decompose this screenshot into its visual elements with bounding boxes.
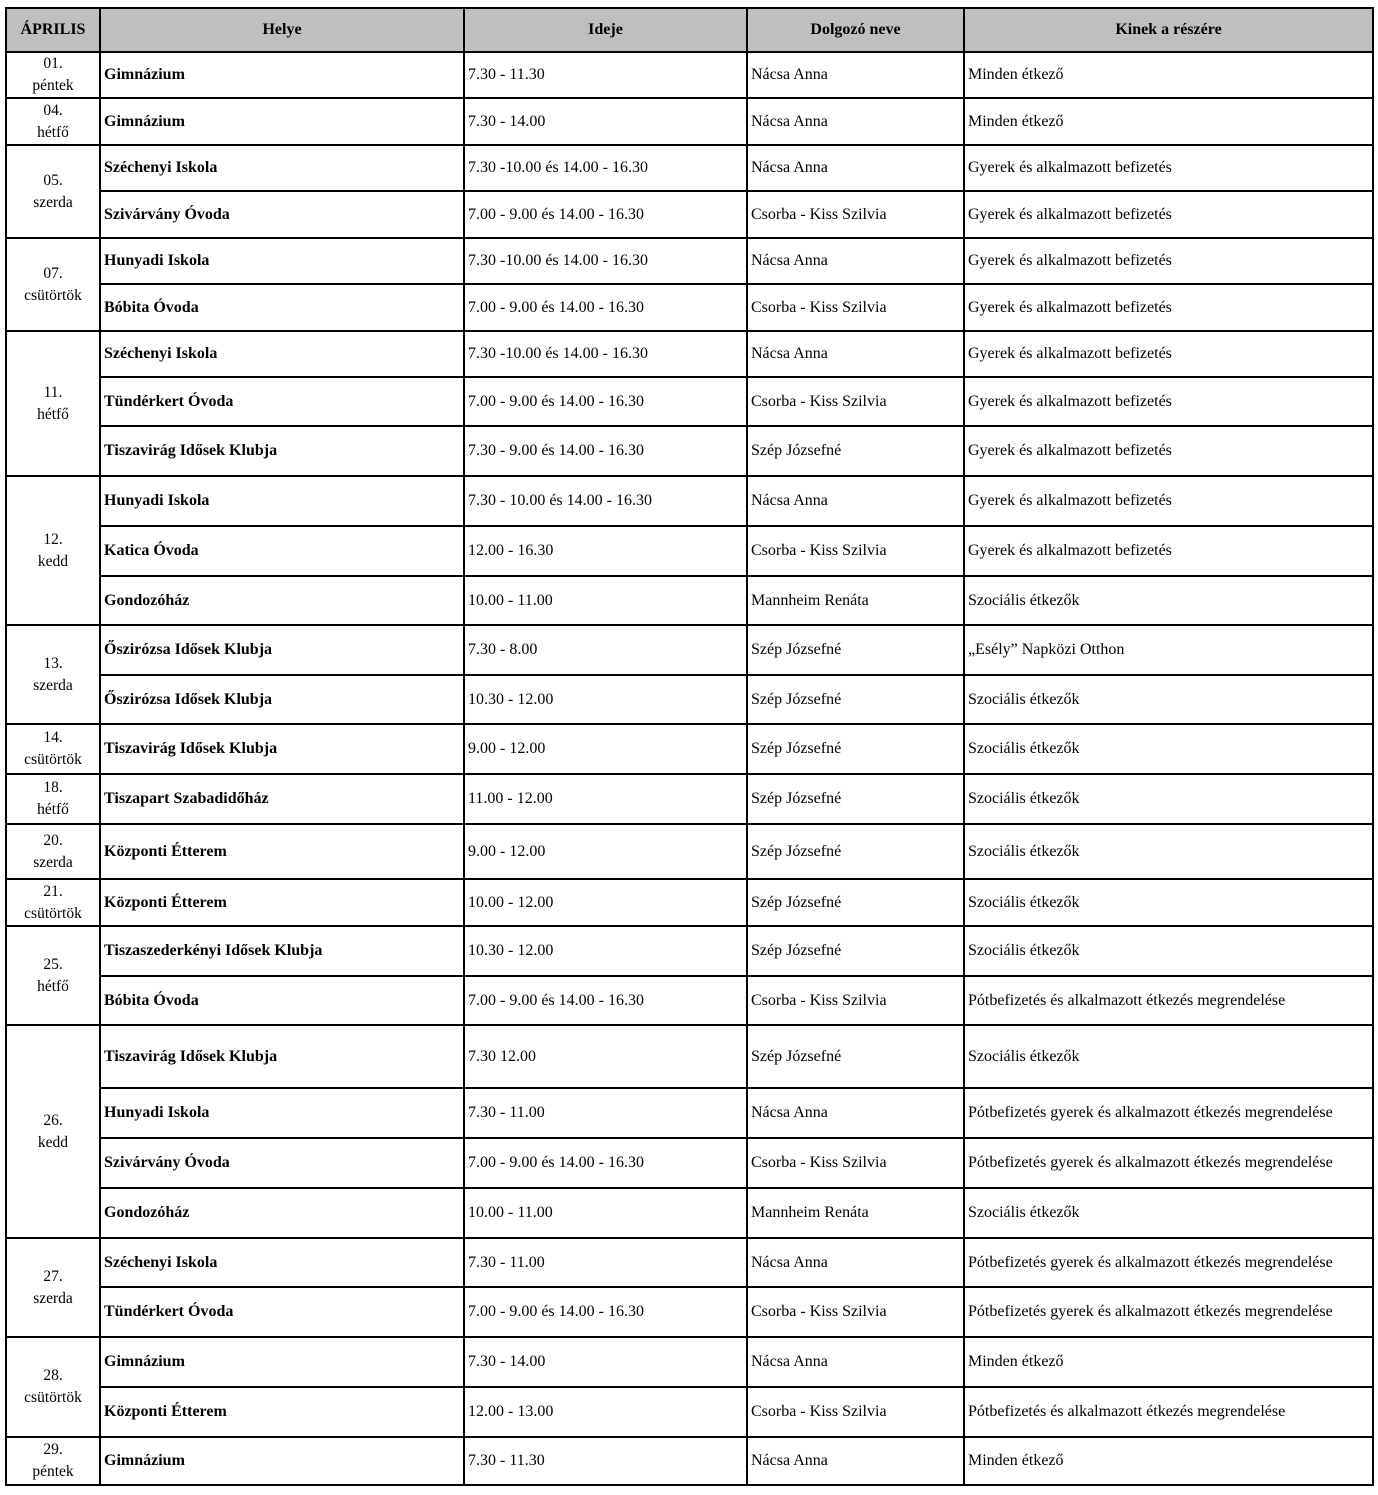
table-row: [6, 976, 1373, 1025]
table-row: [6, 426, 1373, 476]
header-time: Ideje: [464, 8, 747, 52]
target-cell: Gyerek és alkalmazott befizetés: [964, 191, 1373, 238]
date-cell: [6, 145, 100, 238]
date-cell: [6, 824, 100, 879]
table-row: [6, 1138, 1373, 1188]
target-cell: Pótbefizetés és alkalmazott étkezés megrendelése: [964, 1387, 1373, 1437]
table-row: [6, 1387, 1373, 1437]
target-cell: Gyerek és alkalmazott befizetés: [964, 426, 1373, 476]
date-number: 11.: [43, 383, 63, 401]
worker-cell: Szép Józsefné: [747, 625, 964, 675]
date-number: 20.: [43, 831, 63, 849]
worker-cell: Csorba - Kiss Szilvia: [747, 1387, 964, 1437]
table-row: [6, 576, 1373, 625]
worker-cell: Csorba - Kiss Szilvia: [747, 284, 964, 331]
table-row: [6, 675, 1373, 724]
time-cell: 7.30 - 14.00: [464, 98, 747, 145]
time-cell: 7.30 -10.00 és 14.00 - 16.30: [464, 145, 747, 191]
worker-cell: Csorba - Kiss Szilvia: [747, 377, 964, 426]
place-cell: Központi Étterem: [100, 1387, 464, 1437]
place-cell: Szivárvány Óvoda: [100, 191, 464, 238]
table-row: [6, 98, 1373, 145]
place-cell: Őszirózsa Idősek Klubja: [100, 675, 464, 724]
place-cell: Gondozóház: [100, 576, 464, 625]
time-cell: 7.00 - 9.00 és 14.00 - 16.30: [464, 1138, 747, 1188]
worker-cell: Szép Józsefné: [747, 724, 964, 774]
place-cell: Gondozóház: [100, 1188, 464, 1238]
worker-cell: Nácsa Anna: [747, 1088, 964, 1138]
place-cell: Gimnázium: [100, 98, 464, 145]
target-cell: Pótbefizetés és alkalmazott étkezés megrendelése: [964, 976, 1373, 1025]
date-number: 18.: [43, 779, 63, 796]
weekday: szerda: [33, 1289, 73, 1307]
place-cell: Központi Étterem: [100, 879, 464, 926]
place-cell: Széchenyi Iskola: [100, 145, 464, 191]
place-cell: Tündérkert Óvoda: [100, 1287, 464, 1337]
date-number: 27.: [43, 1267, 63, 1285]
table-row: [6, 926, 1373, 976]
target-cell: Gyerek és alkalmazott befizetés: [964, 377, 1373, 426]
table-row: [6, 724, 1373, 774]
worker-cell: Mannheim Renáta: [747, 576, 964, 625]
target-cell: Szociális étkezők: [964, 675, 1373, 724]
weekday: kedd: [37, 552, 69, 570]
worker-cell: Mannheim Renáta: [747, 1188, 964, 1238]
table-row: [6, 625, 1373, 675]
target-cell: Pótbefizetés gyerek és alkalmazott étkezés megrendelése: [964, 1088, 1373, 1138]
place-cell: Tiszavirág Idősek Klubja: [100, 724, 464, 774]
target-cell: Pótbefizetés gyerek és alkalmazott étkezés megrendelése: [964, 1138, 1373, 1188]
table-row: [6, 1287, 1373, 1337]
table-row: [6, 1088, 1373, 1138]
place-cell: Tiszavirág Idősek Klubja: [100, 426, 464, 476]
date-number: 25.: [43, 955, 63, 973]
place-cell: Tiszavirág Idősek Klubja: [100, 1025, 464, 1088]
date-number: 12.: [43, 530, 63, 548]
time-cell: 7.00 - 9.00 és 14.00 - 16.30: [464, 191, 747, 238]
place-cell: Tündérkert Óvoda: [100, 377, 464, 426]
date-number: 04.: [43, 101, 63, 119]
header-worker: Dolgozó neve: [747, 8, 964, 52]
date-number: 29.: [43, 1441, 63, 1458]
weekday: hétfő: [37, 405, 69, 423]
date-cell: [6, 625, 100, 724]
table-row: [6, 824, 1373, 879]
date-number: 28.: [43, 1367, 63, 1384]
place-cell: Központi Étterem: [100, 824, 464, 879]
target-cell: Szociális étkezők: [964, 824, 1373, 879]
target-cell: Gyerek és alkalmazott befizetés: [964, 284, 1373, 331]
target-cell: Pótbefizetés gyerek és alkalmazott étkezés megrendelése: [964, 1238, 1373, 1287]
weekday: péntek: [32, 1463, 74, 1480]
date-number: 13.: [43, 654, 63, 672]
time-cell: 12.00 - 13.00: [464, 1387, 747, 1437]
date-cell: [6, 774, 100, 824]
table-row: [6, 879, 1373, 926]
weekday: szerda: [33, 193, 73, 211]
place-cell: Széchenyi Iskola: [100, 331, 464, 377]
place-cell: Tiszapart Szabadidőház: [100, 774, 464, 824]
target-cell: Szociális étkezők: [964, 879, 1373, 926]
date-cell: [6, 331, 100, 476]
date-number: 21.: [43, 882, 63, 900]
date-cell: [6, 1337, 100, 1437]
time-cell: 12.00 - 16.30: [464, 526, 747, 576]
table-row: [6, 145, 1373, 191]
date-number: 01.: [43, 55, 63, 72]
table-row: [6, 1437, 1373, 1485]
table-row: [6, 1025, 1373, 1088]
worker-cell: Csorba - Kiss Szilvia: [747, 191, 964, 238]
time-cell: 10.00 - 12.00: [464, 879, 747, 926]
worker-cell: Csorba - Kiss Szilvia: [747, 1138, 964, 1188]
table-row: [6, 331, 1373, 377]
place-cell: Tiszaszederkényi Idősek Klubja: [100, 926, 464, 976]
target-cell: Szociális étkezők: [964, 926, 1373, 976]
time-cell: 7.30 - 9.00 és 14.00 - 16.30: [464, 426, 747, 476]
weekday: csütörtök: [24, 904, 82, 922]
date-number: 14.: [43, 729, 63, 746]
time-cell: 7.30 - 11.00: [464, 1238, 747, 1287]
worker-cell: Szép Józsefné: [747, 1025, 964, 1088]
time-cell: 10.00 - 11.00: [464, 576, 747, 625]
target-cell: „Esély” Napközi Otthon: [964, 625, 1373, 675]
worker-cell: Nácsa Anna: [747, 145, 964, 191]
worker-cell: Nácsa Anna: [747, 1337, 964, 1387]
time-cell: 10.30 - 12.00: [464, 926, 747, 976]
date-cell: [6, 476, 100, 625]
table-row: [6, 774, 1373, 824]
place-cell: Hunyadi Iskola: [100, 1088, 464, 1138]
place-cell: Őszirózsa Idősek Klubja: [100, 625, 464, 675]
target-cell: Gyerek és alkalmazott befizetés: [964, 476, 1373, 526]
place-cell: Hunyadi Iskola: [100, 238, 464, 284]
time-cell: 11.00 - 12.00: [464, 774, 747, 824]
time-cell: 7.00 - 9.00 és 14.00 - 16.30: [464, 1287, 747, 1337]
time-cell: 9.00 - 12.00: [464, 824, 747, 879]
date-cell: [6, 52, 100, 98]
weekday: csütörtök: [24, 1389, 82, 1406]
worker-cell: Csorba - Kiss Szilvia: [747, 976, 964, 1025]
target-cell: Minden étkező: [964, 1437, 1373, 1485]
target-cell: Gyerek és alkalmazott befizetés: [964, 526, 1373, 576]
table-row: [6, 1188, 1373, 1238]
header-month: ÁPRILIS: [6, 8, 100, 52]
place-cell: Hunyadi Iskola: [100, 476, 464, 526]
table-row: [6, 1238, 1373, 1287]
date-number: 07.: [43, 264, 63, 282]
time-cell: 7.30 - 10.00 és 14.00 - 16.30: [464, 476, 747, 526]
target-cell: Pótbefizetés gyerek és alkalmazott étkezés megrendelése: [964, 1287, 1373, 1337]
weekday: csütörtök: [24, 286, 82, 304]
weekday: hétfő: [37, 123, 69, 141]
table-row: [6, 284, 1373, 331]
date-cell: [6, 98, 100, 145]
date-cell: [6, 238, 100, 331]
table-row: [6, 52, 1373, 98]
date-number: 05.: [43, 171, 63, 189]
target-cell: Szociális étkezők: [964, 774, 1373, 824]
time-cell: 7.30 - 14.00: [464, 1337, 747, 1387]
worker-cell: Nácsa Anna: [747, 476, 964, 526]
worker-cell: Nácsa Anna: [747, 52, 964, 98]
header-target: Kinek a részére: [964, 8, 1373, 52]
place-cell: Bóbita Óvoda: [100, 284, 464, 331]
time-cell: 7.30 12.00: [464, 1025, 747, 1088]
time-cell: 7.30 - 8.00: [464, 625, 747, 675]
time-cell: 7.30 - 11.30: [464, 52, 747, 98]
time-cell: 9.00 - 12.00: [464, 724, 747, 774]
place-cell: Gimnázium: [100, 1337, 464, 1387]
worker-cell: Szép Józsefné: [747, 879, 964, 926]
time-cell: 7.00 - 9.00 és 14.00 - 16.30: [464, 976, 747, 1025]
target-cell: Szociális étkezők: [964, 1188, 1373, 1238]
table-row: [6, 191, 1373, 238]
place-cell: Gimnázium: [100, 1437, 464, 1485]
worker-cell: Nácsa Anna: [747, 331, 964, 377]
table-row: [6, 526, 1373, 576]
table-row: [6, 377, 1373, 426]
worker-cell: Nácsa Anna: [747, 98, 964, 145]
time-cell: 7.00 - 9.00 és 14.00 - 16.30: [464, 284, 747, 331]
target-cell: Szociális étkezők: [964, 1025, 1373, 1088]
target-cell: Szociális étkezők: [964, 576, 1373, 625]
place-cell: Katica Óvoda: [100, 526, 464, 576]
table-row: [6, 238, 1373, 284]
worker-cell: Csorba - Kiss Szilvia: [747, 526, 964, 576]
worker-cell: Szép Józsefné: [747, 426, 964, 476]
time-cell: 7.30 - 11.00: [464, 1088, 747, 1138]
weekday: csütörtök: [24, 751, 82, 768]
place-cell: Szivárvány Óvoda: [100, 1138, 464, 1188]
weekday: szerda: [33, 676, 73, 694]
worker-cell: Nácsa Anna: [747, 1238, 964, 1287]
target-cell: Gyerek és alkalmazott befizetés: [964, 331, 1373, 377]
weekday: kedd: [37, 1133, 69, 1151]
worker-cell: Szép Józsefné: [747, 675, 964, 724]
date-cell: [6, 724, 100, 774]
place-cell: Széchenyi Iskola: [100, 1238, 464, 1287]
weekday: péntek: [32, 77, 74, 94]
date-cell: [6, 926, 100, 1025]
header-place: Helye: [100, 8, 464, 52]
worker-cell: Szép Józsefné: [747, 774, 964, 824]
time-cell: 7.30 -10.00 és 14.00 - 16.30: [464, 238, 747, 284]
worker-cell: Nácsa Anna: [747, 1437, 964, 1485]
target-cell: Gyerek és alkalmazott befizetés: [964, 145, 1373, 191]
date-cell: [6, 879, 100, 926]
weekday: szerda: [33, 853, 73, 871]
time-cell: 10.30 - 12.00: [464, 675, 747, 724]
table-row: [6, 1337, 1373, 1387]
target-cell: Minden étkező: [964, 1337, 1373, 1387]
target-cell: Minden étkező: [964, 98, 1373, 145]
time-cell: 7.00 - 9.00 és 14.00 - 16.30: [464, 377, 747, 426]
target-cell: Szociális étkezők: [964, 724, 1373, 774]
worker-cell: Szép Józsefné: [747, 926, 964, 976]
time-cell: 10.00 - 11.00: [464, 1188, 747, 1238]
date-number: 26.: [43, 1111, 63, 1129]
target-cell: Gyerek és alkalmazott befizetés: [964, 238, 1373, 284]
date-cell: [6, 1025, 100, 1238]
worker-cell: Szép Józsefné: [747, 824, 964, 879]
header-row: [6, 8, 1373, 52]
time-cell: 7.30 -10.00 és 14.00 - 16.30: [464, 331, 747, 377]
date-cell: [6, 1437, 100, 1485]
time-cell: 7.30 - 11.30: [464, 1437, 747, 1485]
schedule-table: [5, 7, 1374, 1486]
worker-cell: Csorba - Kiss Szilvia: [747, 1287, 964, 1337]
weekday: hétfő: [37, 977, 69, 995]
schedule-body: [6, 52, 1373, 1485]
place-cell: Gimnázium: [100, 52, 464, 98]
weekday: hétfő: [37, 801, 69, 818]
target-cell: Minden étkező: [964, 52, 1373, 98]
table-row: [6, 476, 1373, 526]
place-cell: Bóbita Óvoda: [100, 976, 464, 1025]
worker-cell: Nácsa Anna: [747, 238, 964, 284]
date-cell: [6, 1238, 100, 1337]
